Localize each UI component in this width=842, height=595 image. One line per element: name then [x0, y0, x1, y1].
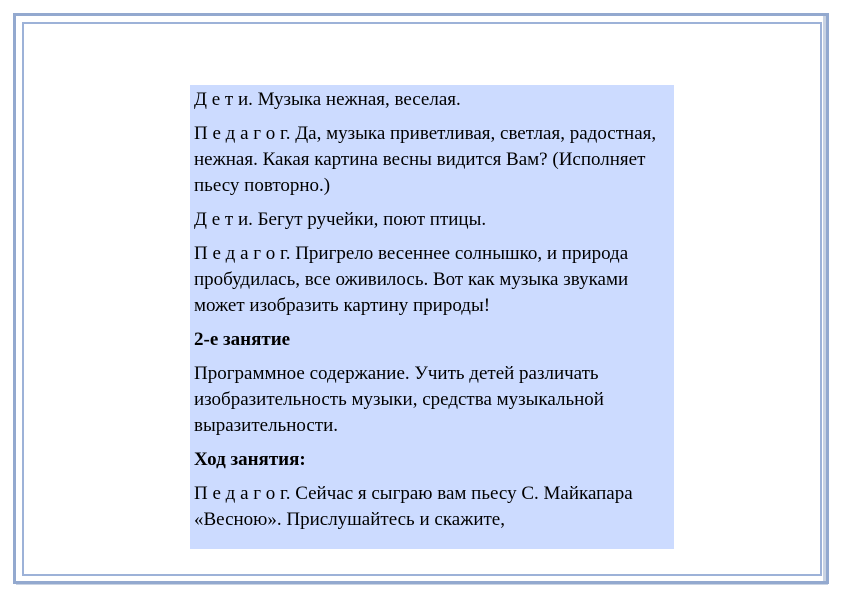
heading-lesson-progress: Ход занятия:: [194, 449, 306, 470]
paragraph-teacher-2: П е д а г о г. Пригрело весеннее солнышко, и природа пробудилась, все оживилось. Вот как музыка звуками может изобразить картину природы!: [194, 243, 629, 316]
paragraph-children-reply-2: Д е т и. Бегут ручейки, поют птицы.: [194, 209, 487, 230]
paragraph-teacher-1: П е д а г о г. Да, музыка приветливая, светлая, радостная, нежная. Какая картина весны видится Вам? (Исполняет пьесу повторно.): [194, 123, 657, 196]
paragraph-program-content: Программное содержание. Учить детей различать изобразительность музыки, средства музыкальной выразительности.: [194, 363, 604, 436]
paragraph-children-reply-1: Д е т и. Музыка нежная, веселая.: [194, 89, 461, 110]
paragraph-teacher-3: П е д а г о г. Сейчас я сыграю вам пьесу С. Майкапара «Весною». Прислушайтесь и скажите,: [194, 483, 633, 530]
heading-lesson-2: 2-е занятие: [194, 329, 291, 350]
text-box: [190, 85, 674, 549]
